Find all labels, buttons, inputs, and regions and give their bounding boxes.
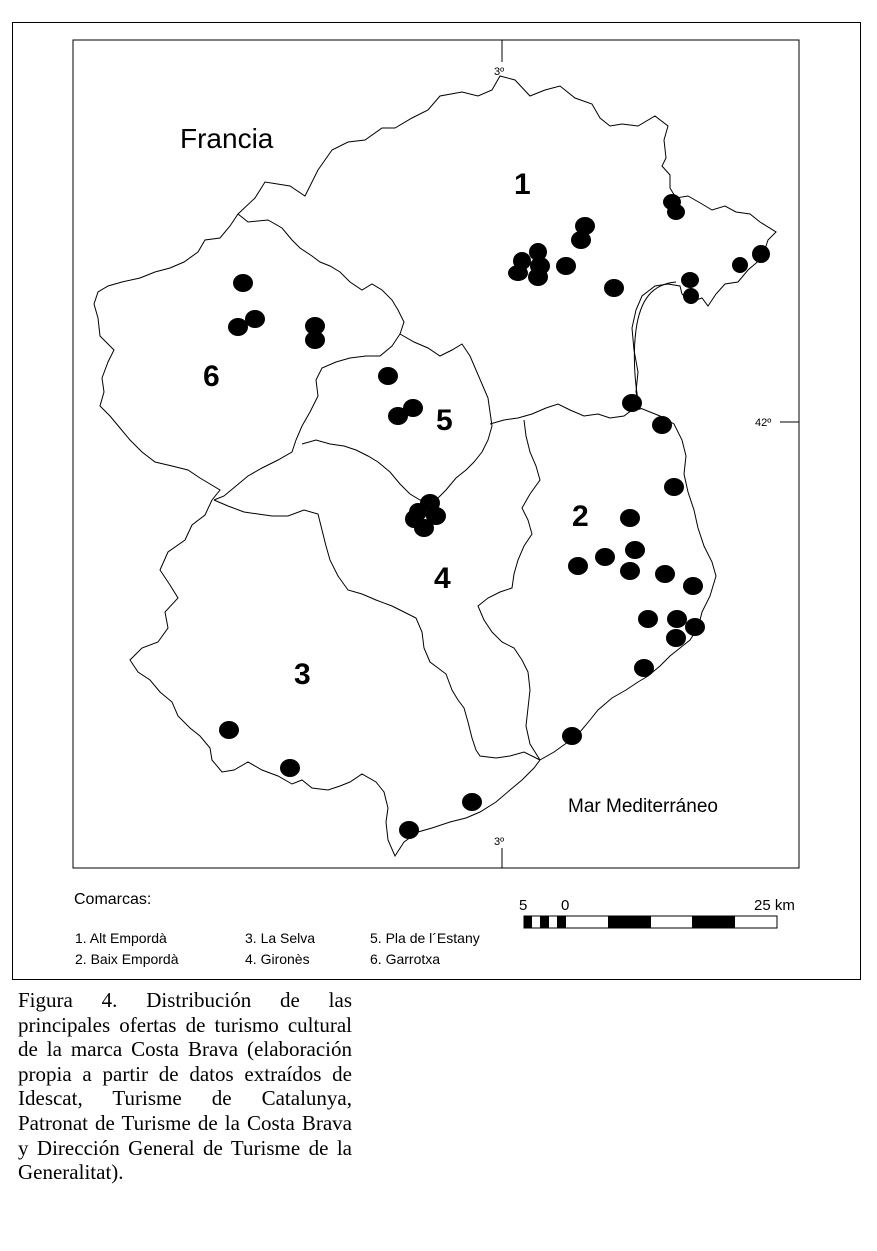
markers-la-selva (219, 721, 482, 839)
legend-item-baix-emporda: 2. Baix Empordà (75, 951, 179, 967)
tourism-marker (604, 279, 624, 297)
region-number-3: 3 (294, 658, 311, 691)
tourism-marker (305, 331, 325, 349)
coast-inset (634, 282, 676, 410)
tourism-marker (228, 318, 248, 336)
tourism-marker (595, 548, 615, 566)
legend-item-la-selva: 3. La Selva (245, 930, 316, 946)
scale-label-left: 5 (519, 897, 528, 914)
tourism-marker (414, 519, 434, 537)
tourism-marker (638, 610, 658, 628)
map-frame (73, 40, 799, 868)
scale-segment (557, 916, 566, 928)
legend-item-garrotxa: 6. Garrotxa (370, 951, 441, 967)
region-number-6: 6 (203, 360, 220, 393)
region-number-1: 1 (514, 168, 531, 201)
tourism-marker (378, 367, 398, 385)
sea-label: Mar Mediterráneo (568, 796, 718, 817)
tourism-marker (667, 610, 687, 628)
tourism-marker (233, 274, 253, 292)
tourism-marker (666, 629, 686, 647)
scale-segment (608, 916, 651, 928)
tourism-marker (568, 557, 588, 575)
province-outline (94, 76, 776, 856)
tourism-marker (245, 310, 265, 328)
tourism-marker (667, 204, 685, 220)
tourism-marker (620, 509, 640, 527)
markers-garrotxa (228, 274, 325, 349)
markers-baix-emporda (562, 416, 705, 745)
tourism-marker (732, 257, 748, 273)
tourism-marker (664, 478, 684, 496)
scale-label-zero: 0 (561, 897, 570, 914)
tourism-marker (652, 416, 672, 434)
tourism-marker (685, 618, 705, 636)
figure-caption: Figura 4. Distribución de las principales ofertas de turismo cultural de la marca Costa Brava (elaboración propia a partir de datos extraídos de Idescat, Turisme de Catalunya, Patronat de Turisme de la Costa Brava y Dirección General de Turisme de la Generalitat). (18, 988, 352, 1185)
tourism-marker (562, 727, 582, 745)
tourism-marker (683, 577, 703, 595)
tourism-marker (528, 268, 548, 286)
tourism-marker (634, 659, 654, 677)
tourism-marker (556, 257, 576, 275)
scale-label-right: 25 km (754, 897, 795, 914)
tourism-marker (625, 541, 645, 559)
scale-segment (524, 916, 532, 928)
tourism-marker (752, 245, 770, 263)
legend-item-alt-emporda: 1. Alt Empordà (75, 930, 167, 946)
tourism-marker (388, 407, 408, 425)
border-6-5 (214, 334, 400, 500)
legend-title: Comarcas: (74, 891, 152, 908)
region-number-5: 5 (436, 404, 453, 437)
tourism-marker (683, 288, 699, 304)
markers-pla-estany (378, 367, 423, 425)
country-label-francia: Francia (180, 123, 274, 154)
legend-item-pla-estany: 5. Pla de l´Estany (370, 930, 480, 946)
tourism-marker (280, 759, 300, 777)
scale-segment (540, 916, 549, 928)
legend-item-girones: 4. Gironès (245, 951, 310, 967)
tourism-marker (219, 721, 239, 739)
markers-girones (405, 494, 446, 537)
tourism-marker (622, 394, 642, 412)
tourism-marker (508, 265, 528, 281)
tourism-marker (399, 821, 419, 839)
scale-bar (519, 897, 795, 928)
border-1-2 (490, 404, 640, 424)
meridian-label-bottom: 3º (494, 836, 505, 848)
tourism-marker (462, 793, 482, 811)
region-number-4: 4 (434, 562, 451, 595)
tourism-marker (681, 272, 699, 288)
scale-segment (692, 916, 735, 928)
tourism-marker (620, 562, 640, 580)
tourism-marker (655, 565, 675, 583)
border-5-4 (302, 440, 436, 500)
region-number-2: 2 (572, 500, 589, 533)
border-4-2 (478, 420, 540, 760)
parallel-label: 42º (755, 417, 772, 429)
meridian-label-top: 3º (494, 66, 505, 78)
tourism-marker (571, 231, 591, 249)
